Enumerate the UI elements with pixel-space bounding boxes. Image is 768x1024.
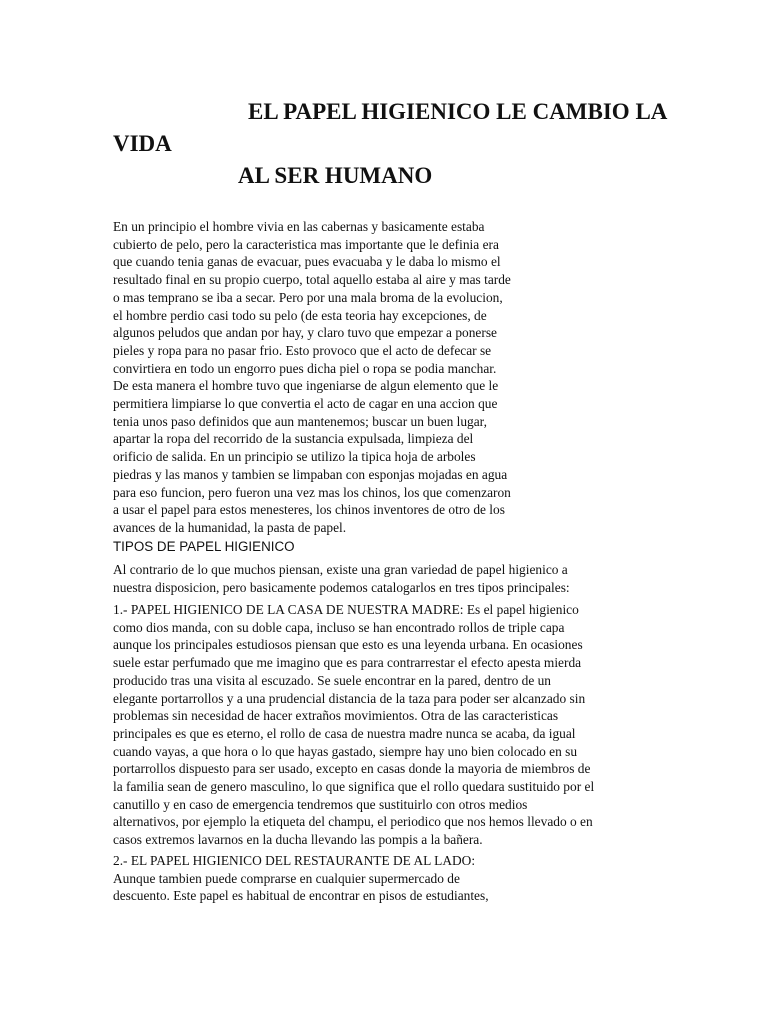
text-line: orificio de salida. En un principio se utilizo la tipica hoja de arboles (113, 449, 476, 465)
text-line: el hombre perdio casi todo su pelo (de esta teoria hay excepciones, de (113, 307, 487, 323)
text-line: canutillo y en caso de emergencia tendremos que sustituirlo con otros medios (113, 796, 528, 812)
text-line: problemas sin necesidad de hacer extraños movimientos. Otra de las caracteristicas (113, 708, 559, 724)
text-line: piedras y las manos y tambien se limpaban con esponjas mojadas en agua (113, 466, 508, 482)
text-line: para eso funcion, pero fueron una vez mas los chinos, los que comenzaron (113, 484, 511, 500)
text-line: permitiera limpiarse lo que convertia el acto de cagar en una accion que (113, 396, 498, 412)
tipo1-paragraph (113, 601, 594, 849)
text-line: algunos peludos que andan por hay, y claro tuvo que empezar a ponerse (113, 325, 497, 341)
text-line: 1.- PAPEL HIGIENICO DE LA CASA DE NUESTRA MADRE: Es el papel higienico (113, 602, 579, 617)
document-title: EL PAPEL HIGIENICO LE CAMBIO LA VIDA (113, 99, 667, 156)
text-line: que cuando tenia ganas de evacuar, pues evacuaba y le daba lo mismo el (113, 254, 501, 270)
section-heading-tipos: TIPOS DE PAPEL HIGIENICO (113, 539, 295, 554)
tipo2-paragraph (113, 852, 489, 905)
text-line: pieles y ropa para no pasar frio. Esto provoco que el acto de defecar se (113, 342, 492, 358)
text-line: convirtiera en todo un engorro pues dicha piel o ropa se podia manchar. (113, 360, 497, 376)
text-line: Aunque tambien puede comprarse en cualquier supermercado de (113, 870, 460, 886)
text-line: la familia sean de genero masculino, lo que significa que el rollo quedara sustituido por el (113, 779, 595, 795)
text-line: avances de la humanidad, la pasta de papel. (113, 519, 347, 535)
text-line: producido tras una visita al escuzado. Se suele encontrar en la pared, dentro de un (113, 672, 552, 688)
text-line: Al contrario de lo que muchos piensan, existe una gran variedad de papel higienico a (113, 562, 568, 577)
text-line: alternativos, por ejemplo la etiqueta del champu, el periodico que nos hemos llevado o en (113, 814, 593, 830)
text-line: casos extremos lavarnos en la ducha llevando las pompis a la bañera. (113, 832, 483, 848)
text-line: aunque los principales estudiosos piensan que esto es una leyenda urbana. En ocasiones (113, 637, 583, 653)
text-line: cuando vayas, a que hora o lo que hayas gastado, siempre hay uno bien colocado en su (113, 743, 578, 759)
text-line: tenia unos paso definidos que aun mantenemos; buscar un buen lugar, (113, 413, 487, 429)
tipos-intro-paragraph (113, 561, 570, 596)
text-line: principales es que es eterno, el rollo de casa de nuestra madre nunca se acaba, da igual (113, 725, 576, 741)
document-subtitle: AL SER HUMANO (238, 163, 433, 188)
text-line: 2.- EL PAPEL HIGIENICO DEL RESTAURANTE DE AL LADO: (113, 853, 476, 868)
text-line: como dios manda, con su doble capa, incluso se han encontrado rollos de triple capa (113, 619, 565, 635)
text-line: De esta manera el hombre tuvo que ingeniarse de algun elemento que le (113, 378, 499, 394)
text-line: elegante portarrollos y a una prudencial distancia de la taza para poder ser alcanzado sin (113, 690, 586, 706)
text-line: En un principio el hombre vivia en las cabernas y basicamente estaba (113, 219, 485, 234)
intro-paragraph (113, 218, 511, 537)
text-line: o mas temprano se iba a secar. Pero por una mala broma de la evolucion, (113, 289, 503, 305)
text-line: suele estar perfumado que me imagino que es para contrarrestar el efecto apesta mierda (113, 655, 582, 671)
text-line: cubierto de pelo, pero la caracteristica mas importante que le definia era (113, 236, 499, 252)
text-line: apartar la ropa del recorrido de la sustancia expulsada, limpieza del (113, 431, 474, 447)
text-line: descuento. Este papel es habitual de encontrar en pisos de estudiantes, (113, 888, 489, 904)
text-line: a usar el papel para estos menesteres, los chinos inventores de otro de los (113, 502, 505, 518)
text-line: resultado final en su propio cuerpo, total aquello estaba al aire y mas tarde (113, 272, 511, 288)
text-line: nuestra disposicion, pero basicamente podemos catalogarlos en tres tipos principales: (113, 579, 570, 595)
text-line: portarrollos dispuesto para ser usado, excepto en casas donde la mayoria de miembros de (113, 761, 591, 777)
